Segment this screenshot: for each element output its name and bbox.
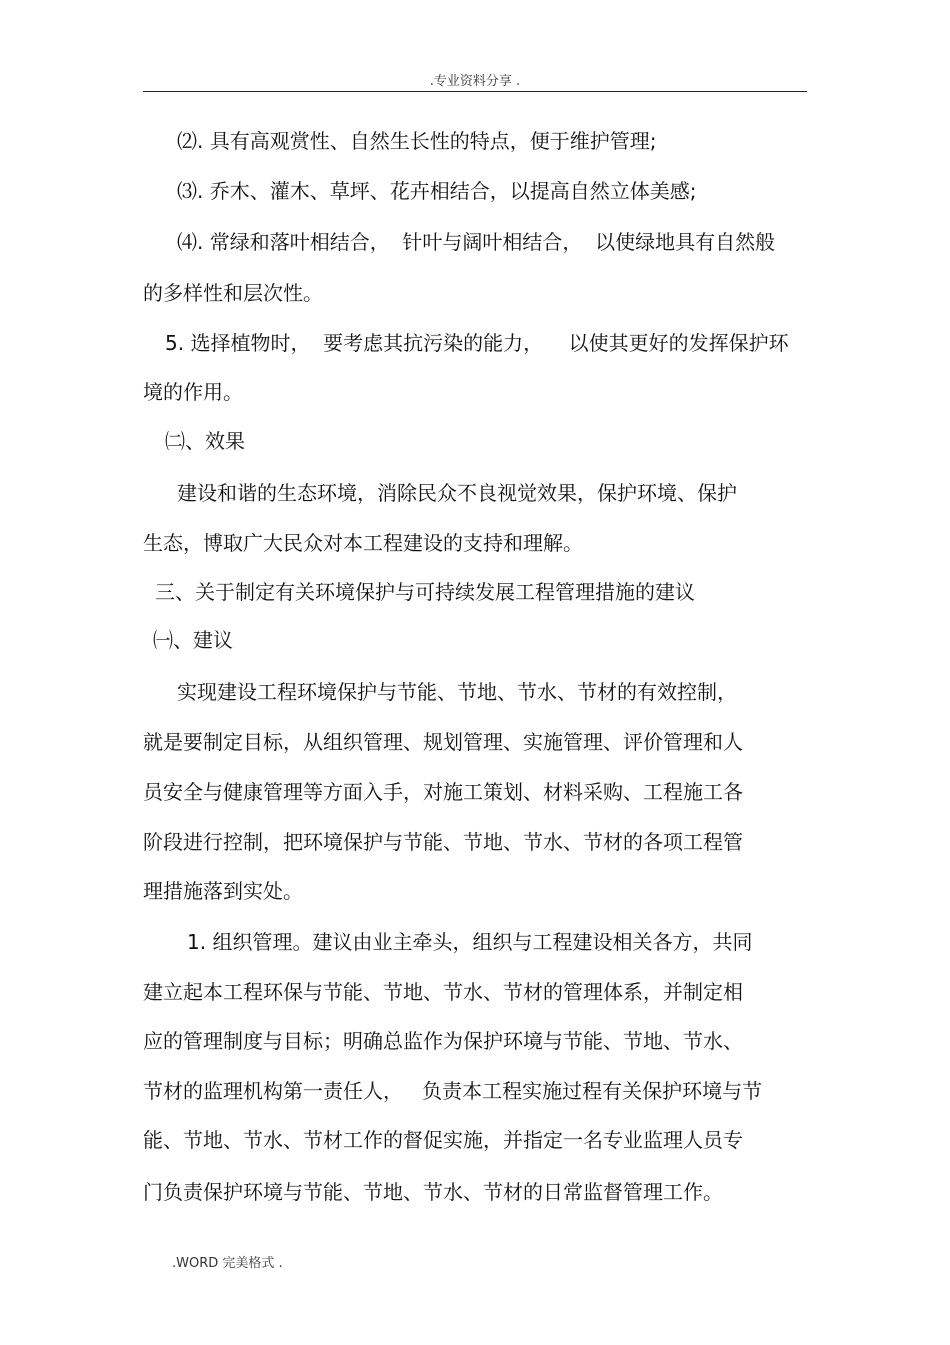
text-line: 的多样性和层次性。 <box>143 281 323 305</box>
text-line: 境的作用。 <box>143 380 243 404</box>
text-line: 1. 组织管理。建议由业主牵头，组织与工程建设相关各方，共同 <box>187 930 753 954</box>
text-line: 员安全与健康管理等方面入手，对施工策划、材料采购、工程施工各 <box>143 780 743 804</box>
text-line: 建设和谐的生态环境，消除民众不良视觉效果，保护环境、保护 <box>177 481 737 505</box>
text-line: ⑶. 乔木、灌木、草坪、花卉相结合，以提高自然立体美感; <box>177 179 697 203</box>
text-line: 5. 选择植物时， 要考虑其抗污染的能力， 以使其更好的发挥保护环 <box>165 331 789 355</box>
page-footer: .WORD 完美格式 . <box>172 1256 283 1271</box>
text-line: 实现建设工程环境保护与节能、节地、节水、节材的有效控制， <box>177 680 737 704</box>
subsection-heading: ㈠、建议 <box>153 628 233 652</box>
text-line: 应的管理制度与目标；明确总监作为保护环境与节能、节地、节水、 <box>143 1029 743 1053</box>
text-line: 生态，博取广大民众对本工程建设的支持和理解。 <box>143 531 583 555</box>
page-header: .专业资料分享 . <box>429 74 521 89</box>
text-line: ⑵. 具有高观赏性、自然生长性的特点，便于维护管理; <box>177 129 657 153</box>
text-line: 能、节地、节水、节材工作的督促实施，并指定一名专业监理人员专 <box>143 1128 743 1152</box>
header-rule <box>143 91 807 92</box>
text-line: 理措施落到实处。 <box>143 879 303 903</box>
text-line: 就是要制定目标，从组织管理、规划管理、实施管理、评价管理和人 <box>143 730 743 754</box>
text-line: ㈡、效果 <box>165 429 245 453</box>
text-line: ⑷. 常绿和落叶相结合， 针叶与阔叶相结合， 以使绿地具有自然般 <box>177 230 776 254</box>
text-line: 建立起本工程环保与节能、节地、节水、节材的管理体系，并制定相 <box>143 980 743 1004</box>
text-line: 节材的监理机构第一责任人， 负责本工程实施过程有关保护环境与节 <box>143 1079 763 1103</box>
section-heading: 三、关于制定有关环境保护与可持续发展工程管理措施的建议 <box>155 580 695 604</box>
text-line: 门负责保护环境与节能、节地、节水、节材的日常监督管理工作。 <box>143 1180 723 1204</box>
text-line: 阶段进行控制，把环境保护与节能、节地、节水、节材的各项工程管 <box>143 830 743 854</box>
